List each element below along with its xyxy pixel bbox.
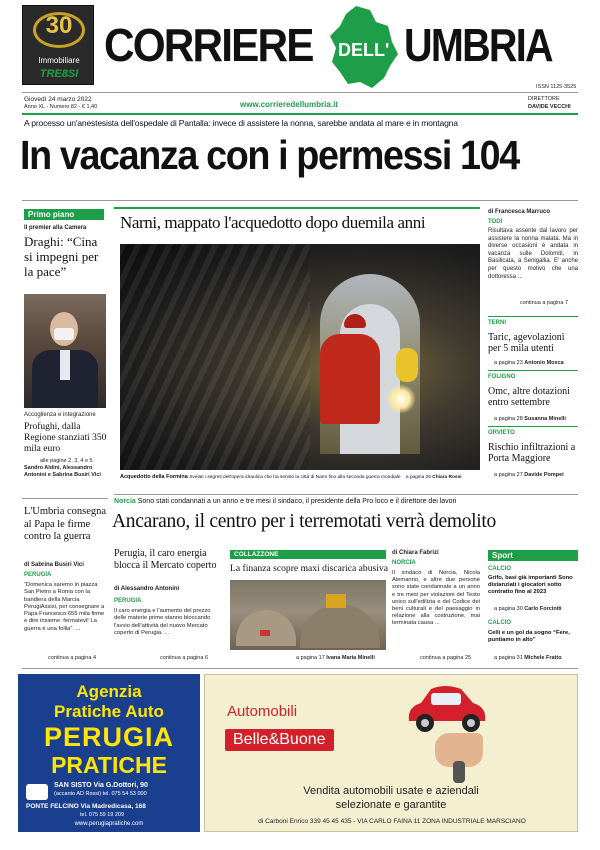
papa-top-rule xyxy=(22,498,108,499)
orvieto-headline[interactable]: Rischio infiltrazioni a Porta Maggiore xyxy=(488,442,576,464)
ad-left-web[interactable]: www.perugiapratiche.com xyxy=(74,821,144,827)
issue-info: Anno XL - Numero 82 - € 1,40 xyxy=(24,104,98,110)
mercato-text: Il caro energia e l'aumento del prezzo delle materie prime stanno bloccando l'avvio dell'attività del nuovo Mercato coperto di Perugia. ... xyxy=(114,608,211,636)
title-dell: DELL' xyxy=(338,40,390,60)
sport-ref-2: a pagina 31 Michele Fratto xyxy=(494,655,562,661)
papa-tag: PERUGIA xyxy=(24,572,52,578)
foligno-headline[interactable]: Omc, altre dotazioni entro settembre xyxy=(488,386,570,408)
foligno-ref: a pagina 28 Susanna Minelli xyxy=(494,416,566,422)
mercato-continue[interactable]: continua a pagina 6 xyxy=(160,655,209,661)
caver-body xyxy=(320,334,380,424)
ad-left-line4: PRATICHE xyxy=(51,752,167,778)
sport-label: Sport xyxy=(488,550,578,561)
collazzone-label: COLLAZZONE xyxy=(230,550,386,559)
aqueduct-photo xyxy=(120,244,480,470)
issn: ISSN 1125-3525 xyxy=(536,84,577,90)
primo-piano-pages: alle pagine 2, 3, 4 e 5 xyxy=(40,458,93,464)
norcia-byline: di Chiara Fabrizi xyxy=(392,550,439,556)
orvieto-tag: ORVIETO xyxy=(488,430,515,436)
caption-text: Svelati i segreti dell'opera idraulica che ha servito la città di Narni fino alla seconda guerra mondiale xyxy=(189,475,401,480)
terni-tag: TERNI xyxy=(488,320,506,326)
papa-text: “Domenica saremo in piazza San Pietro a Roma con la bandiera della Marcia PerugiAssisi, per consegnare a Papa Francesco 655 mila firme e dire insieme: fermatevi! La guerra è una follia”. ... xyxy=(24,582,105,632)
date: Giovedì 24 marzo 2022 xyxy=(24,96,92,103)
red-car-icon xyxy=(401,681,491,739)
badge-text: Immobiliare xyxy=(38,56,80,65)
foligno-rule xyxy=(488,370,578,371)
papa-headline[interactable]: L'Umbria consegna al Papa le firme contro la guerra xyxy=(24,506,107,542)
ancarano-top-rule xyxy=(114,494,578,495)
excavator xyxy=(326,594,346,608)
norcia-continue[interactable]: continua a pagina 25 xyxy=(420,655,472,661)
title-umbria: UMBRIA xyxy=(404,19,552,71)
ad-left-line1: Agenzia xyxy=(76,682,142,701)
lead-kicker: A processo un'anestesista dell'ospedale di Pantalla: invece di assistere la nonna, sarebbe andata al mare e in montagna xyxy=(24,118,458,128)
mercato-byline: di Alessandro Antonini xyxy=(114,586,180,592)
ad-left-addr1: SAN SISTO Via G.Dottori, 90 xyxy=(54,782,148,789)
caption-ref: a pagina 26 xyxy=(405,475,431,480)
caption-author: Chiara Rossi xyxy=(432,475,462,480)
narni-caption xyxy=(120,474,480,481)
terni-headline[interactable]: Taric, agevolazioni per 5 mila utenti xyxy=(488,332,565,354)
ancarano-headline[interactable]: Ancarano, il centro per i terremotati verrà demolito xyxy=(112,511,496,532)
right-tag: TODI xyxy=(488,219,503,225)
masthead-title xyxy=(104,14,580,84)
ancarano-kicker xyxy=(114,497,584,506)
website-link[interactable]: www.corrieredellumbria.it xyxy=(240,100,338,109)
narni-headline[interactable]: Narni, mappato l'acquedotto dopo duemila anni xyxy=(120,213,426,232)
lead-rule xyxy=(22,200,578,201)
sport-tag-2: CALCIO xyxy=(488,620,511,626)
ad-right-footer: di Carboni Enrico 339 45 45 435 - VIA CARLO FAINA 11 ZONA INDUSTRIALE MARSCIANO xyxy=(258,818,526,825)
papa-continue[interactable]: continua a pagina 4 xyxy=(48,655,97,661)
ancarano-kicker-text: Sono stati condannati a un anno e tre mesi il sindaco, il presidente della Pro loco e il direttore dei lavori xyxy=(137,498,457,505)
ad-left-addr3: PONTE FELCINO Via Madredicasa, 168 xyxy=(26,803,146,810)
profughi-kicker: Accoglienza e integrazione xyxy=(24,412,96,418)
right-byline: di Francesca Marruco xyxy=(488,209,551,215)
discarica-photo xyxy=(230,580,386,650)
director-name: DAVIDE VECCHI xyxy=(528,104,571,110)
ad-left-logo-icon xyxy=(26,784,48,800)
primo-piano-label: Primo piano xyxy=(24,209,104,220)
foligno-tag: FOLIGNO xyxy=(488,374,516,380)
papa-byline: di Sabrina Busiri Vici xyxy=(24,562,84,568)
caption-bold: Acquedotto della Formina xyxy=(120,474,188,480)
ad-right-line2: Belle&Buone xyxy=(225,729,334,751)
ad-left-line3: PERUGIA xyxy=(43,722,175,752)
orvieto-ref: a pagina 27 Davide Pompei xyxy=(494,472,564,478)
profughi-headline[interactable]: Profughi, dalla Regione stanziati 350 mila euro xyxy=(24,422,107,454)
title-corriere: CORRIERE xyxy=(104,19,313,71)
director-label: DIRETTORE xyxy=(528,96,560,102)
draghi-photo xyxy=(24,294,106,408)
mercato-headline[interactable]: Perugia, il caro energia blocca il Mercato coperto xyxy=(114,548,217,571)
ancarano-kicker-tag: Norcia xyxy=(114,498,136,505)
caver2 xyxy=(396,348,418,382)
ad-right-line3: Vendita automobili usate e aziendali xyxy=(303,785,479,797)
primo-piano-authors: Sandro Aldini, Alessandro Antonini e Sabrina Busiri Vici xyxy=(24,465,101,478)
mercato-tag: PERUGIA xyxy=(114,598,142,604)
collazzone-ref: a pagina 17 Ivana Maria Minelli xyxy=(296,655,375,661)
draghi-shirt xyxy=(60,350,70,380)
ad-left-line2: Pratiche Auto xyxy=(54,702,164,721)
sport-tag-1: CALCIO xyxy=(488,566,511,572)
collazzone-headline[interactable]: La finanza scopre maxi discarica abusiva xyxy=(230,563,388,574)
terni-ref: a pagina 23 Antonio Mosca xyxy=(494,360,564,366)
sport-headline-2[interactable]: Celli e un gol da sogno “Fere, puntiamo in alto” xyxy=(488,630,570,644)
dateline-bottom-rule xyxy=(22,113,578,115)
badge-number: 30 xyxy=(45,12,73,39)
rock-texture-left xyxy=(120,244,310,470)
narni-top-rule xyxy=(114,207,480,209)
debris-pile-1 xyxy=(236,610,296,646)
ads-top-rule xyxy=(22,668,578,669)
ad-right-line1: Automobili xyxy=(227,703,298,720)
dateline-top-rule xyxy=(22,92,578,93)
keys-icon xyxy=(453,761,465,783)
norcia-tag: NORCIA xyxy=(392,560,416,566)
ad-belle-buone[interactable] xyxy=(204,674,578,832)
terni-rule xyxy=(488,316,578,317)
sport-headline-1[interactable]: Grifo, basi già importanti Sono distanziati i giocatori sotto contratto fino al 2023 xyxy=(488,575,573,596)
sport-ref-1: a pagina 30 Carlo Forciniti xyxy=(494,606,562,612)
ad-right-line4: selezionate e garantite xyxy=(335,799,447,811)
right-text: Risultava assente dal lavoro per assistere la nonna malata. Ma in diverse occasioni è andata in vacanza sulle Dolomiti, in Basilicata, a Senigallia. E' anche per questo motivo che una dottoressa ... xyxy=(488,228,578,280)
badge-brand: TRE8SI xyxy=(39,68,79,80)
norcia-text: Il sindaco di Norcia, Nicola Alemanno, e altre due persone sono state condannate a un anno e tre mesi per violazioni del Testo unico sull'edilizia e del Codice dei beni culturali e del paesaggio in relazione alla costruzione, mai terminata causa ... xyxy=(392,570,480,627)
ad-left-addr4: tel. 075 59 19 209 xyxy=(80,812,125,818)
right-continue[interactable]: continua a pagina 7 xyxy=(520,300,569,306)
ad-perugia-pratiche[interactable] xyxy=(18,674,200,832)
lead-headline[interactable]: In vacanza con i permessi 104 xyxy=(20,132,519,178)
ad-left-addr2: (accanto AD Rossi) tel. 075 54 53 000 xyxy=(54,791,147,797)
headlamp-glow xyxy=(386,384,416,414)
anniversary-badge xyxy=(22,5,94,85)
debris-red xyxy=(260,630,270,636)
debris-pile-2 xyxy=(300,604,380,648)
draghi-kicker: Il premier alla Camera xyxy=(24,225,87,231)
draghi-mask xyxy=(54,328,74,340)
draghi-headline[interactable]: Draghi: “Cina si impegni per la pace” xyxy=(24,234,99,279)
orvieto-rule xyxy=(488,426,578,427)
